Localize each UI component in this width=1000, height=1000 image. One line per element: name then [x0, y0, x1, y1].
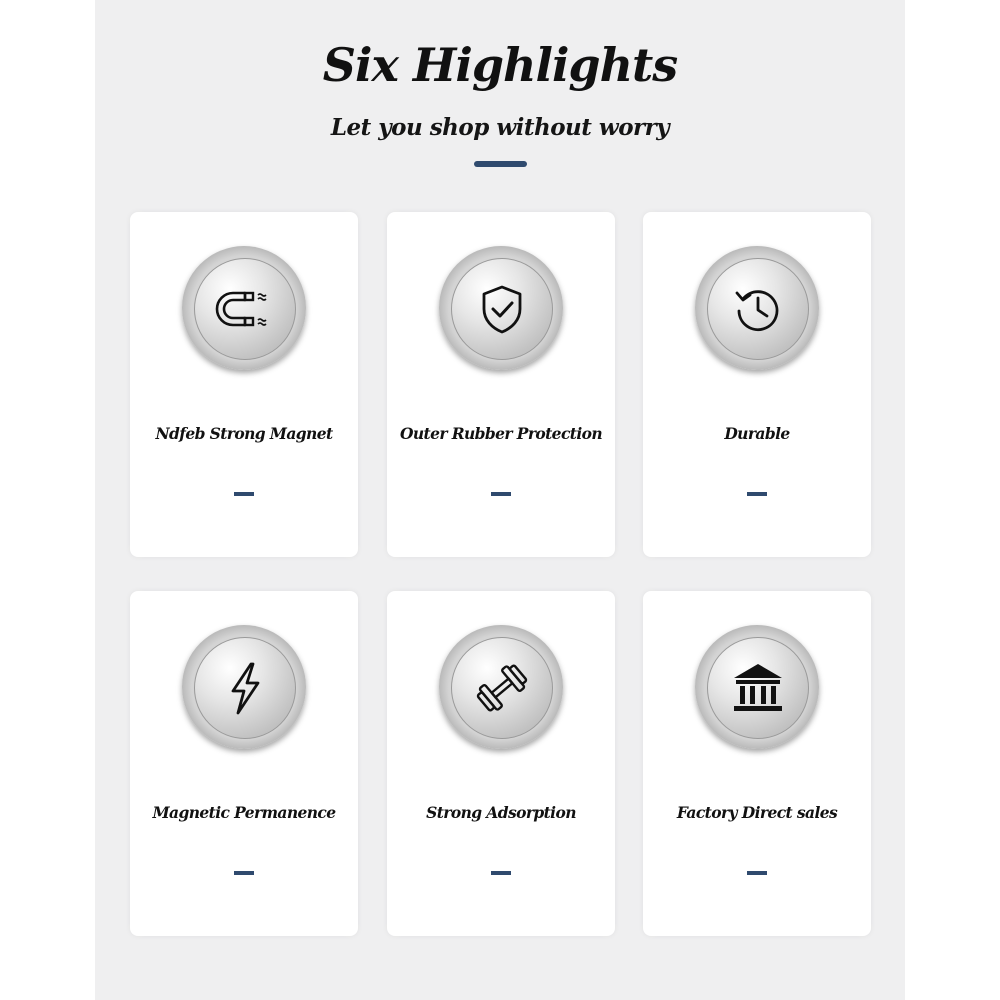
page-subtitle: Let you shop without worry: [330, 114, 670, 141]
feature-medallion: [695, 246, 819, 370]
feature-dash: [747, 871, 767, 875]
feature-medallion: [439, 625, 563, 749]
feature-label: Outer Rubber Protection: [399, 424, 603, 443]
feature-card-factory: [643, 591, 871, 936]
feature-card-magnet: [130, 212, 358, 557]
clock-history-icon: [728, 279, 788, 339]
feature-card-durable: [643, 212, 871, 557]
feature-medallion: [182, 246, 306, 370]
lightning-bolt-icon: [215, 658, 275, 718]
feature-label: Strong Adsorption: [426, 803, 576, 822]
magnet-icon: [215, 279, 275, 339]
feature-dash: [491, 871, 511, 875]
feature-dash: [747, 492, 767, 496]
feature-card-permanence: [130, 591, 358, 936]
dumbbell-icon: [472, 658, 532, 718]
bank-building-icon: [728, 658, 788, 718]
feature-label: Factory Direct sales: [676, 803, 838, 822]
feature-medallion: [439, 246, 563, 370]
feature-dash: [234, 492, 254, 496]
feature-medallion: [182, 625, 306, 749]
page-title: Six Highlights: [322, 38, 678, 92]
feature-medallion: [695, 625, 819, 749]
feature-dash: [234, 871, 254, 875]
feature-label: Magnetic Permanence: [152, 803, 336, 822]
shield-check-icon: [472, 279, 532, 339]
feature-card-adsorption: [387, 591, 615, 936]
feature-card-shield: [387, 212, 615, 557]
feature-label: Ndfeb Strong Magnet: [155, 424, 333, 443]
title-accent-bar: [474, 161, 527, 167]
feature-label: Durable: [724, 424, 790, 443]
feature-dash: [491, 492, 511, 496]
